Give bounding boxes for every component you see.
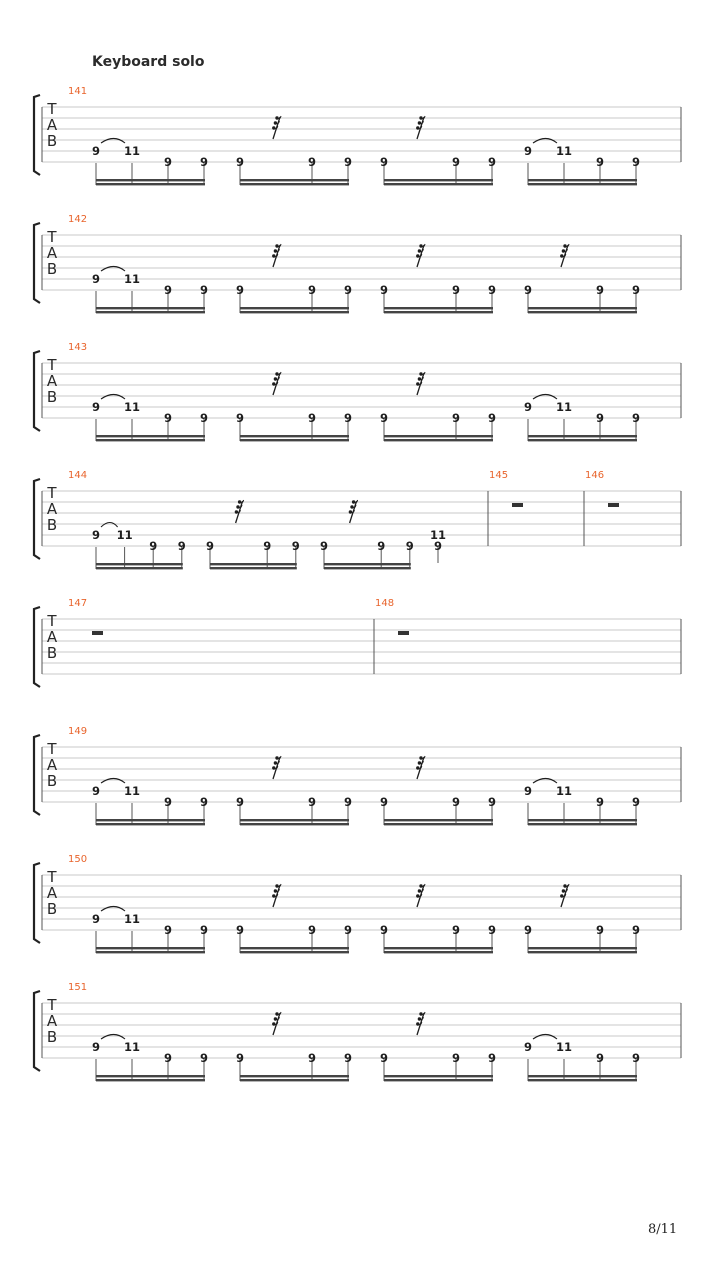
fret-number: 9 (163, 155, 173, 169)
tab-clef-letter: A (46, 756, 58, 774)
tab-clef-letter: A (46, 116, 58, 134)
thirty-second-rest-icon (560, 884, 569, 907)
thirty-second-rest-icon (272, 116, 281, 139)
beam (96, 183, 205, 185)
slur (533, 395, 557, 400)
fret-number: 9 (199, 411, 209, 425)
whole-rest-icon (92, 631, 103, 635)
slur (533, 139, 557, 144)
beam (384, 951, 493, 953)
slur (101, 907, 125, 912)
fret-number: 9 (91, 784, 101, 798)
thirty-second-rest-icon (416, 756, 425, 779)
system-brace (34, 735, 40, 815)
measure (68, 470, 488, 569)
beam (240, 1075, 349, 1077)
slur (101, 523, 118, 528)
thirty-second-rest-icon (416, 884, 425, 907)
beam (384, 311, 493, 313)
slur (101, 779, 125, 784)
system-brace (34, 863, 40, 943)
tab-system (34, 726, 681, 825)
beam (240, 819, 349, 821)
tab-clef-letter: B (46, 388, 58, 406)
fret-number: 11 (555, 784, 573, 798)
tab-clef-letter: T (47, 228, 57, 246)
fret-number: 11 (555, 1040, 573, 1054)
fret-number: 9 (595, 155, 605, 169)
thirty-second-rest-icon (235, 500, 244, 523)
measure-number: 144 (68, 470, 88, 481)
fret-number: 9 (631, 411, 641, 425)
beam (384, 435, 493, 437)
whole-rest-icon (608, 503, 619, 507)
fret-number: 9 (487, 1051, 497, 1065)
beam (210, 563, 297, 565)
thirty-second-rest-icon (416, 244, 425, 267)
tab-clef-letter: A (46, 884, 58, 902)
fret-number: 9 (199, 795, 209, 809)
slur (101, 139, 125, 144)
fret-number: 9 (595, 1051, 605, 1065)
system-brace (34, 479, 40, 559)
beam (528, 951, 637, 953)
beam (96, 951, 205, 953)
fret-number: 9 (631, 1051, 641, 1065)
tab-clef-letter: T (47, 868, 57, 886)
beam (384, 947, 493, 949)
beam (528, 179, 637, 181)
fret-number: 9 (343, 155, 353, 169)
fret-number: 9 (163, 1051, 173, 1065)
fret-number: 9 (307, 411, 317, 425)
system-brace (34, 223, 40, 303)
beam (384, 1075, 493, 1077)
beam (384, 439, 493, 441)
beam (528, 823, 637, 825)
tab-clef-letter: A (46, 1012, 58, 1030)
fret-number: 9 (163, 283, 173, 297)
fret-number: 9 (451, 1051, 461, 1065)
beam (384, 823, 493, 825)
beam (96, 179, 205, 181)
beam (240, 947, 349, 949)
fret-number: 9 (199, 923, 209, 937)
slur (101, 395, 125, 400)
tab-system (34, 854, 681, 953)
measure-number: 150 (68, 854, 88, 865)
fret-number: 9 (319, 539, 329, 553)
fret-number: 11 (123, 912, 141, 926)
fret-number: 9 (199, 283, 209, 297)
beam (384, 183, 493, 185)
fret-number: 9 (91, 1040, 101, 1054)
fret-number: 9 (451, 923, 461, 937)
system-brace (34, 991, 40, 1071)
fret-number: 9 (377, 539, 386, 553)
system-brace (34, 607, 40, 687)
fret-number: 9 (307, 283, 317, 297)
fret-number: 9 (451, 155, 461, 169)
system-brace (34, 95, 40, 175)
fret-number: 9 (595, 411, 605, 425)
measure (68, 342, 681, 441)
measure-number: 145 (489, 470, 509, 481)
page-number: 8/11 (648, 1222, 678, 1237)
tab-clef-letter: A (46, 500, 58, 518)
tab-clef-letter: B (46, 1028, 58, 1046)
measure-number: 141 (68, 86, 88, 97)
thirty-second-rest-icon (349, 500, 358, 523)
tab-clef-letter: A (46, 372, 58, 390)
beam (240, 183, 349, 185)
fret-number: 9 (91, 400, 101, 414)
beam (240, 311, 349, 313)
measure-number: 143 (68, 342, 88, 353)
beam (384, 179, 493, 181)
fret-number: 9 (379, 795, 389, 809)
tab-system (34, 342, 681, 441)
beam (384, 1079, 493, 1081)
slur (533, 779, 557, 784)
beam (240, 823, 349, 825)
measure (68, 726, 681, 825)
fret-number: 9 (91, 528, 101, 542)
fret-number: 9 (177, 539, 186, 553)
slur (101, 267, 125, 272)
fret-number: 9 (307, 155, 317, 169)
beam (96, 563, 183, 565)
tab-system (34, 214, 681, 313)
fret-number: 9 (523, 784, 533, 798)
thirty-second-rest-icon (416, 116, 425, 139)
fret-number: 11 (123, 272, 141, 286)
tab-clef-letter: T (47, 484, 57, 502)
beam (240, 435, 349, 437)
measure-number: 148 (375, 598, 395, 609)
thirty-second-rest-icon (416, 372, 425, 395)
tab-system (34, 982, 681, 1081)
fret-number: 9 (205, 539, 215, 553)
beam (528, 819, 637, 821)
tab-system (34, 86, 681, 185)
tab-clef-letter: B (46, 260, 58, 278)
fret-number: 9 (235, 1051, 245, 1065)
tab-clef-letter: T (47, 740, 57, 758)
fret-number: 11 (123, 784, 141, 798)
fret-number: 9 (487, 411, 497, 425)
beam (528, 439, 637, 441)
thirty-second-rest-icon (272, 244, 281, 267)
measure-number: 147 (68, 598, 88, 609)
measure (68, 982, 681, 1081)
tab-clef-letter: T (47, 996, 57, 1014)
tab-clef-letter: T (47, 100, 57, 118)
fret-number: 9 (307, 1051, 317, 1065)
fret-number: 9 (235, 923, 245, 937)
tab-clef-letter: B (46, 132, 58, 150)
fret-number: 11 (555, 400, 573, 414)
beam (324, 563, 411, 565)
fret-number: 9 (523, 144, 533, 158)
beam (240, 1079, 349, 1081)
tab-system (34, 598, 681, 687)
measure-number: 146 (585, 470, 605, 481)
fret-number: 9 (91, 912, 101, 926)
beam (96, 1075, 205, 1077)
tab-clef-letter: A (46, 628, 58, 646)
beam (384, 819, 493, 821)
fret-number: 11 (555, 144, 573, 158)
beam (240, 307, 349, 309)
fret-number: 9 (433, 539, 443, 553)
beam (324, 567, 411, 569)
beam (96, 823, 205, 825)
measure (68, 854, 681, 953)
fret-number: 9 (379, 1051, 389, 1065)
fret-number: 9 (487, 795, 497, 809)
fret-number: 9 (343, 283, 353, 297)
beam (528, 307, 637, 309)
thirty-second-rest-icon (272, 372, 281, 395)
fret-number: 9 (523, 923, 533, 937)
fret-number: 11 (123, 400, 141, 414)
fret-number: 9 (523, 1040, 533, 1054)
beam (96, 1079, 205, 1081)
fret-number: 9 (595, 923, 605, 937)
system-brace (34, 351, 40, 431)
beam (96, 947, 205, 949)
tab-clef-letter: A (46, 244, 58, 262)
fret-number: 11 (123, 144, 141, 158)
whole-rest-icon (398, 631, 409, 635)
fret-number: 9 (523, 400, 533, 414)
fret-number: 9 (487, 283, 497, 297)
fret-number: 9 (631, 923, 641, 937)
tab-clef-letter: T (47, 612, 57, 630)
beam (528, 183, 637, 185)
fret-number: 9 (163, 795, 173, 809)
thirty-second-rest-icon (272, 884, 281, 907)
tab-clef-letter: B (46, 772, 58, 790)
slur (101, 1035, 125, 1040)
fret-number: 11 (123, 1040, 141, 1054)
slur (533, 1035, 557, 1040)
beam (528, 311, 637, 313)
fret-number: 9 (523, 283, 533, 297)
beam (96, 439, 205, 441)
thirty-second-rest-icon (272, 1012, 281, 1035)
fret-number: 9 (379, 923, 389, 937)
fret-number: 9 (307, 795, 317, 809)
beam (96, 307, 205, 309)
thirty-second-rest-icon (416, 1012, 425, 1035)
fret-number: 9 (379, 411, 389, 425)
beam (210, 567, 297, 569)
fret-number: 9 (235, 795, 245, 809)
fret-number: 9 (595, 283, 605, 297)
beam (528, 1079, 637, 1081)
fret-number: 9 (451, 283, 461, 297)
thirty-second-rest-icon (272, 756, 281, 779)
fret-number: 9 (199, 155, 209, 169)
beam (528, 1075, 637, 1077)
tab-clef-letter: B (46, 644, 58, 662)
fret-number: 9 (379, 155, 389, 169)
tab-clef-letter: B (46, 516, 58, 534)
beam (384, 307, 493, 309)
fret-number: 9 (631, 283, 641, 297)
fret-number: 9 (91, 272, 101, 286)
fret-number: 9 (199, 1051, 209, 1065)
beam (528, 435, 637, 437)
measure-number: 149 (68, 726, 88, 737)
fret-number: 9 (343, 795, 353, 809)
tab-clef-letter: T (47, 356, 57, 374)
beam (240, 439, 349, 441)
fret-number: 9 (451, 411, 461, 425)
section-title: Keyboard solo (92, 54, 205, 70)
fret-number: 9 (631, 795, 641, 809)
fret-number: 9 (487, 155, 497, 169)
fret-number: 9 (595, 795, 605, 809)
fret-number: 9 (343, 411, 353, 425)
fret-number: 11 (429, 528, 447, 542)
thirty-second-rest-icon (560, 244, 569, 267)
fret-number: 9 (451, 795, 461, 809)
beam (96, 567, 183, 569)
beam (96, 435, 205, 437)
tab-clef-letter: B (46, 900, 58, 918)
beam (240, 179, 349, 181)
fret-number: 9 (291, 539, 300, 553)
measure-number: 151 (68, 982, 88, 993)
beam (528, 947, 637, 949)
beam (96, 311, 205, 313)
fret-number: 9 (307, 923, 317, 937)
fret-number: 9 (631, 155, 641, 169)
fret-number: 9 (235, 155, 245, 169)
fret-number: 9 (343, 923, 353, 937)
fret-number: 9 (91, 144, 101, 158)
fret-number: 9 (379, 283, 389, 297)
whole-rest-icon (512, 503, 523, 507)
fret-number: 9 (263, 539, 272, 553)
fret-number: 9 (235, 411, 245, 425)
fret-number: 9 (235, 283, 245, 297)
beam (240, 951, 349, 953)
measure (68, 214, 681, 313)
fret-number: 9 (163, 411, 173, 425)
measure-number: 142 (68, 214, 88, 225)
fret-number: 11 (116, 528, 133, 542)
fret-number: 9 (163, 923, 173, 937)
fret-number: 9 (343, 1051, 353, 1065)
beam (96, 819, 205, 821)
fret-number: 9 (405, 539, 414, 553)
tab-system (34, 470, 681, 569)
fret-number: 9 (149, 539, 158, 553)
measure (68, 86, 681, 185)
fret-number: 9 (487, 923, 497, 937)
